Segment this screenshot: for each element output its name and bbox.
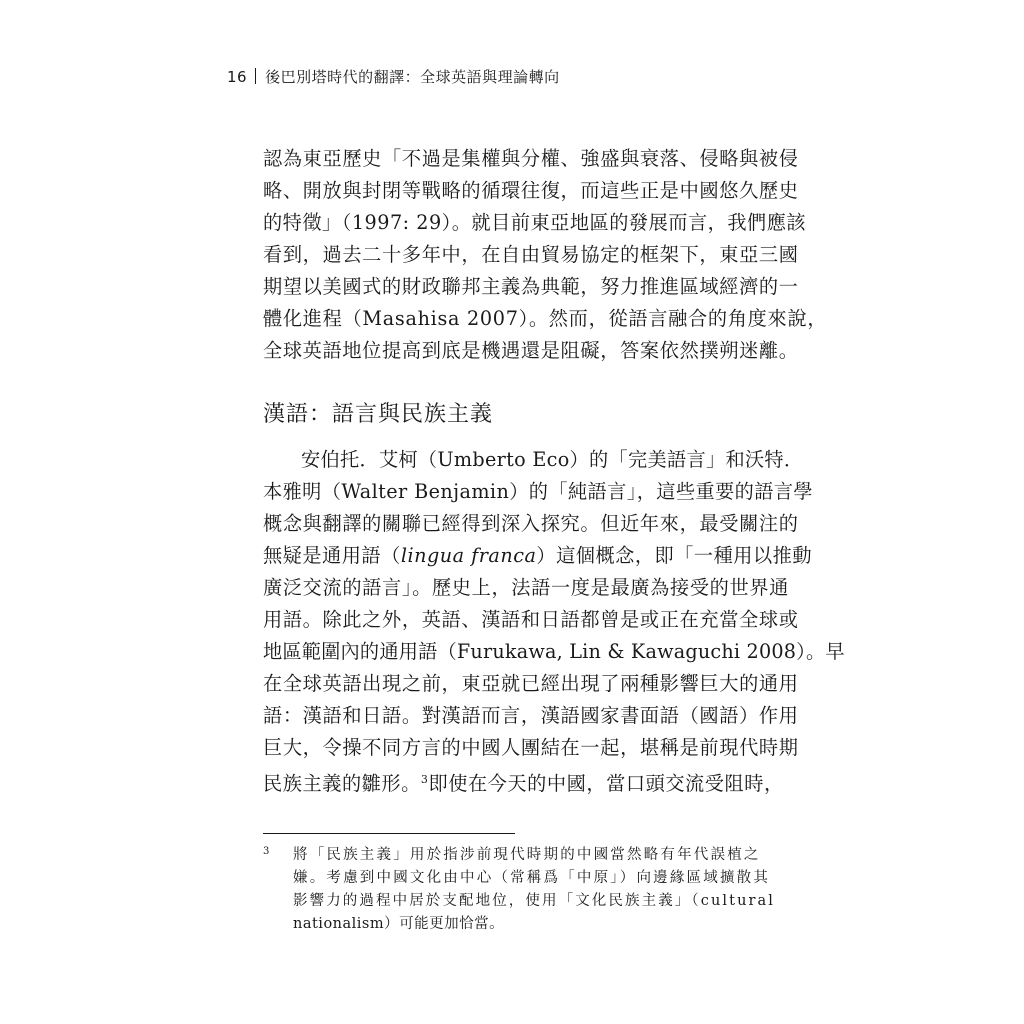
footnote-line: 嫌。考慮到中國文化由中心（常稱爲「中原」）向邊緣區域擴散其 <box>293 870 771 886</box>
footnote-divider <box>263 833 515 834</box>
page-number: 16 <box>227 68 248 86</box>
footnote-marker: 3 <box>263 846 270 857</box>
body-line: 期望以美國式的財政聯邦主義為典範，努力推進區域經濟的一 <box>263 275 799 298</box>
body-line: 地區範圍內的通用語（Furukawa, Lin & Kawaguchi 2008）。早 <box>263 640 845 663</box>
body-line: 用語。除此之外，英語、漢語和日語都曾是或正在充當全球或 <box>263 608 799 631</box>
body-line: 略、開放與封閉等戰略的循環往復，而這些正是中國悠久歷史 <box>263 179 799 202</box>
book-title: 後巴別塔時代的翻譯：全球英語與理論轉向 <box>265 68 560 86</box>
body-line: 的特徵」（1997: 29）。就目前東亞地區的發展而言，我們應該 <box>263 211 807 234</box>
body-line: 安伯托．艾柯（Umberto Eco）的「完美語言」和沃特． <box>301 448 804 471</box>
body-line: 在全球英語出現之前，東亞就已經出現了兩種影響巨大的通用 <box>263 672 799 695</box>
line-text: 即使在今天的中國，當口頭交流受阻時， <box>428 772 784 795</box>
body-line: 體化進程（Masahisa 2007）。然而，從語言融合的角度來說， <box>263 307 828 330</box>
body-line: 巨大，令操不同方言的中國人團結在一起，堪稱是前現代時期 <box>263 736 799 759</box>
header-separator <box>255 68 256 84</box>
body-line: 概念與翻譯的關聯已經得到深入探究。但近年來，最受關注的 <box>263 512 799 535</box>
footnote-line: nationalism）可能更加恰當。 <box>293 916 505 932</box>
footnote-line: 影響力的過程中居於支配地位，使用「文化民族主義」（cultural <box>293 893 776 909</box>
line-text: 民族主義的雛形。 <box>263 772 421 795</box>
italic-term: lingua franca <box>400 544 537 567</box>
body-line: 全球英語地位提高到底是機遇還是阻礙，答案依然撲朔迷離。 <box>263 339 799 362</box>
body-line <box>263 768 784 796</box>
footnote-reference[interactable]: 3 <box>420 773 429 786</box>
footnote-line: 將「民族主義」用於指涉前現代時期的中國當然略有年代誤植之 <box>293 847 761 863</box>
line-text: ）這個概念，即「一種用以推動 <box>536 544 813 567</box>
body-line: 本雅明（Walter Benjamin）的「純語言」，這些重要的語言學 <box>263 480 814 503</box>
body-line: 認為東亞歷史「不過是集權與分權、強盛與衰落、侵略與被侵 <box>263 147 799 170</box>
line-text: 無疑是通用語（ <box>263 544 401 567</box>
section-heading: 漢語：語言與民族主義 <box>263 402 494 427</box>
body-line: 語：漢語和日語。對漢語而言，漢語國家書面語（國語）作用 <box>263 704 799 727</box>
body-line: 看到，過去二十多年中，在自由貿易協定的框架下，東亞三國 <box>263 243 799 266</box>
body-line: 廣泛交流的語言」。歷史上，法語一度是最廣為接受的世界通 <box>263 576 790 599</box>
body-line <box>263 544 812 568</box>
running-head <box>227 66 560 87</box>
